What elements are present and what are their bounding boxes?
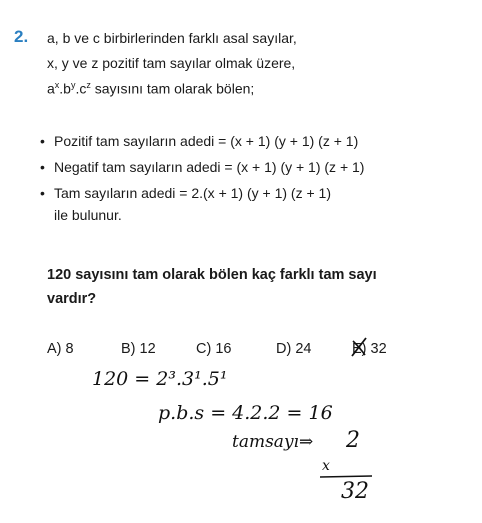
handwriting-positive-count: p.b.s = 4.2.2 = 16 xyxy=(158,402,333,424)
handwriting-two: 2 xyxy=(346,428,360,453)
bullet-text: Negatif tam sayıların adedi = (x + 1) (y + 1) (z + 1) xyxy=(54,159,365,175)
intro-line-2: x, y ve z pozitif tam sayılar olmak üzere, xyxy=(47,55,296,71)
handwriting-tamsayi xyxy=(232,432,313,452)
bullet-dot-icon: • xyxy=(40,159,45,175)
intro-line-1: a, b ve c birbirlerinden farklı asal sayılar, xyxy=(47,30,297,46)
bullet-text: Pozitif tam sayıların adedi = (x + 1) (y + 1) (z + 1) xyxy=(54,133,359,149)
handwriting-times: x xyxy=(322,458,330,474)
handwriting-factorization: 120 = 2³.3¹.5¹ xyxy=(92,368,228,390)
option-b[interactable]: B) 12 xyxy=(121,341,156,357)
option-a[interactable]: A) 8 xyxy=(47,341,74,357)
question-line-1: 120 sayısını tam olarak bölen kaç farklı tam sayı xyxy=(47,267,377,283)
question-line-2: vardır? xyxy=(47,291,97,307)
bullet-dot-icon: • xyxy=(40,185,45,201)
exp-z: z xyxy=(86,80,91,90)
arrow-icon: ⇒ xyxy=(299,432,314,452)
handwriting-result: 32 xyxy=(341,479,369,504)
handwriting-tamsayi-label: tamsayı xyxy=(232,432,299,452)
base-c: .c xyxy=(75,80,87,97)
option-d[interactable]: D) 24 xyxy=(276,341,312,357)
option-e[interactable]: E) 32 xyxy=(352,341,387,357)
bullet-3-continuation: ile bulunur. xyxy=(54,207,122,223)
option-c[interactable]: C) 16 xyxy=(196,341,232,357)
base-a: a xyxy=(47,80,55,97)
exp-x: x xyxy=(54,80,60,90)
bullet-dot-icon: • xyxy=(40,133,45,149)
question-number: 2. xyxy=(14,27,29,46)
intro-line-3-rest: sayısını tam olarak bölen; xyxy=(90,80,255,97)
bullet-text: Tam sayıların adedi = 2.(x + 1) (y + 1) (z + 1) xyxy=(54,185,331,201)
base-b: .b xyxy=(59,80,71,97)
exp-y: y xyxy=(70,80,76,90)
result-underline xyxy=(320,476,372,477)
